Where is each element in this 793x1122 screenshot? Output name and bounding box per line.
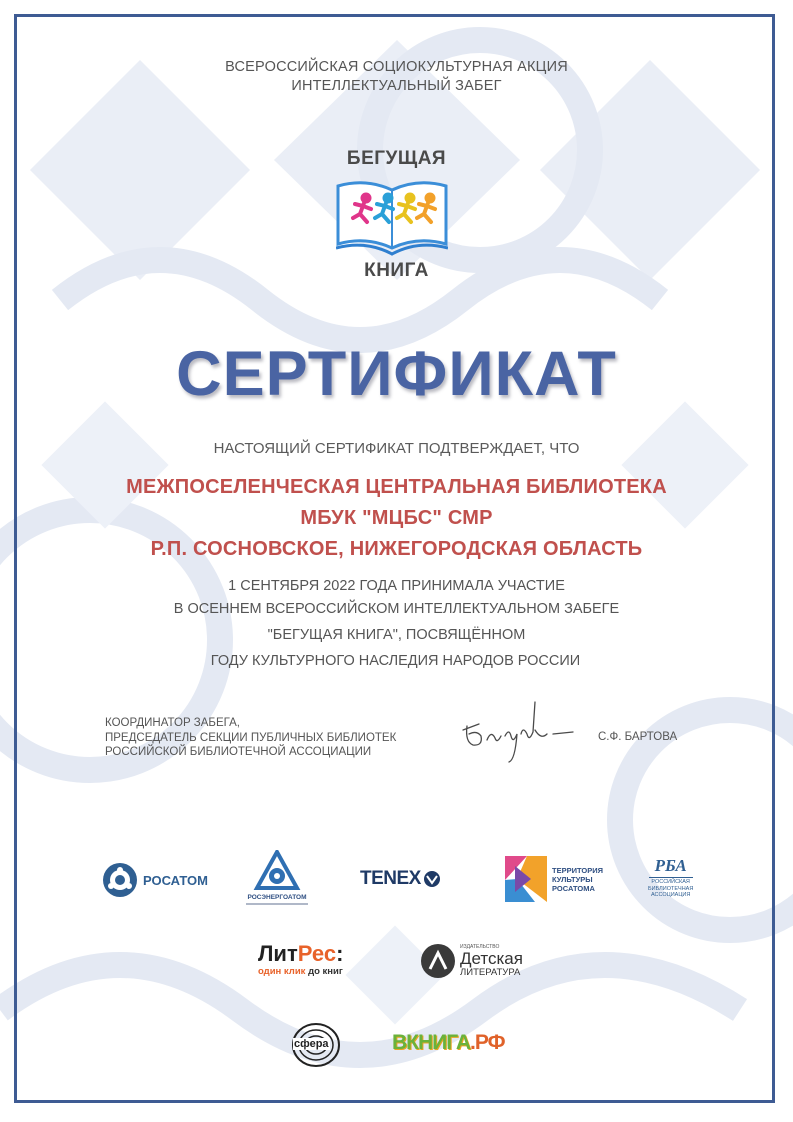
tenex-logo — [360, 868, 441, 890]
rosatom-icon — [102, 862, 138, 898]
litres-wordmark — [258, 942, 343, 966]
territory-culture-icon — [505, 856, 547, 902]
coordinator-line-2: ПРЕДСЕДАТЕЛЬ СЕКЦИИ ПУБЛИЧНЫХ БИБЛИОТЕК — [105, 731, 397, 744]
detlit-text — [460, 944, 523, 978]
handwritten-signature — [455, 690, 585, 770]
vkniga-rf-text: .РФ — [470, 1031, 505, 1054]
body-line-1: 1 СЕНТЯБРЯ 2022 ГОДА ПРИНИМАЛА УЧАСТИЕ — [228, 578, 565, 594]
body-line-2: В ОСЕННЕМ ВСЕРОССИЙСКОМ ИНТЕЛЛЕКТУАЛЬНОМ ЗАБЕГЕ — [173, 601, 620, 617]
rosenergoatom-icon — [253, 850, 301, 892]
coordinator-line-1: КООРДИНАТОР ЗАБЕГА, — [105, 717, 240, 729]
body-line-3: "БЕГУЩАЯ КНИГА", ПОСВЯЩЁННОМ — [267, 627, 526, 643]
tenex-mark-icon — [423, 870, 441, 888]
recipient-line-3: Р.П. СОСНОВСКОЕ, НИЖЕГОРОДСКАЯ ОБЛАСТЬ — [150, 538, 643, 560]
sfera-text: сфера — [294, 1038, 329, 1050]
litres-tagline — [258, 966, 343, 977]
confirmation-text: НАСТОЯЩИЙ СЕРТИФИКАТ ПОДТВЕРЖДАЕТ, ЧТО — [213, 440, 580, 457]
litres-colon: : — [336, 941, 344, 966]
litres-logo — [258, 942, 343, 977]
detlit-line-2: ЛИТЕРАТУРА — [460, 967, 521, 978]
rosenergoatom-logo — [246, 850, 308, 905]
recipient-line-2: МБУК "МЦБС" СМР — [300, 507, 493, 529]
rosatom-text: РОСАТОМ — [143, 872, 208, 888]
logo-top-word: БЕГУЩАЯ — [346, 148, 447, 169]
rba-line-1: РОССИЙСКАЯ — [651, 879, 690, 885]
territory-culture-logo — [505, 856, 603, 902]
sfera-logo — [290, 1021, 342, 1069]
rba-mark: РБА — [654, 856, 687, 875]
header-line-1: ВСЕРОССИЙСКАЯ СОЦИОКУЛЬТУРНАЯ АКЦИЯ — [225, 59, 568, 75]
litres-text-a: Лит — [258, 941, 298, 966]
logo-bottom-word: КНИГА — [364, 260, 429, 281]
litres-tagline-b: до книг — [305, 966, 343, 977]
certificate-title: СЕРТИФИКАТ — [176, 339, 617, 409]
rba-divider — [649, 877, 693, 878]
signer-name: С.Ф. БАРТОВА — [598, 731, 678, 743]
rba-line-3: АССОЦИАЦИЯ — [650, 892, 691, 898]
territory-line-3: РОСАТОМА — [552, 883, 595, 893]
rba-line-2: БИБЛИОТЕЧНАЯ — [648, 885, 694, 892]
tenex-text: TENEX — [360, 868, 421, 889]
rba-logo — [648, 856, 693, 899]
territory-line-1: ТЕРРИТОРИЯ — [552, 865, 603, 875]
rosenergoatom-text: РОСЭНЕРГОАТОМ — [247, 894, 307, 901]
detlit-pre: ИЗДАТЕЛЬСТВО — [460, 944, 500, 950]
recipient-line-1: МЕЖПОСЕЛЕНЧЕСКАЯ ЦЕНТРАЛЬНАЯ БИБЛИОТЕКА — [126, 476, 667, 498]
rosatom-logo — [102, 862, 208, 898]
detlit-line-1: Детская — [460, 949, 523, 968]
coordinator-block — [105, 716, 396, 760]
rba-text — [648, 879, 693, 899]
coordinator-line-3: РОССИЙСКОЙ БИБЛИОТЕЧНОЙ АССОЦИАЦИИ — [105, 746, 372, 758]
litres-text-b: Рес — [297, 941, 337, 966]
body-line-4: ГОДУ КУЛЬТУРНОГО НАСЛЕДИЯ НАРОДОВ РОССИИ — [210, 653, 581, 669]
territory-culture-text — [552, 866, 603, 893]
detlit-icon — [420, 943, 456, 979]
header-line-2: ИНТЕЛЛЕКТУАЛЬНЫЙ ЗАБЕГ — [291, 78, 502, 94]
detskaya-literatura-logo — [420, 943, 523, 979]
vkniga-logo — [392, 1031, 505, 1055]
litres-tagline-a: один клик — [258, 966, 306, 977]
vkniga-text: ВКНИГА — [392, 1031, 470, 1054]
running-book-icon — [336, 176, 448, 258]
territory-line-2: КУЛЬТУРЫ — [552, 874, 593, 884]
rosenergoatom-underline — [246, 903, 308, 905]
